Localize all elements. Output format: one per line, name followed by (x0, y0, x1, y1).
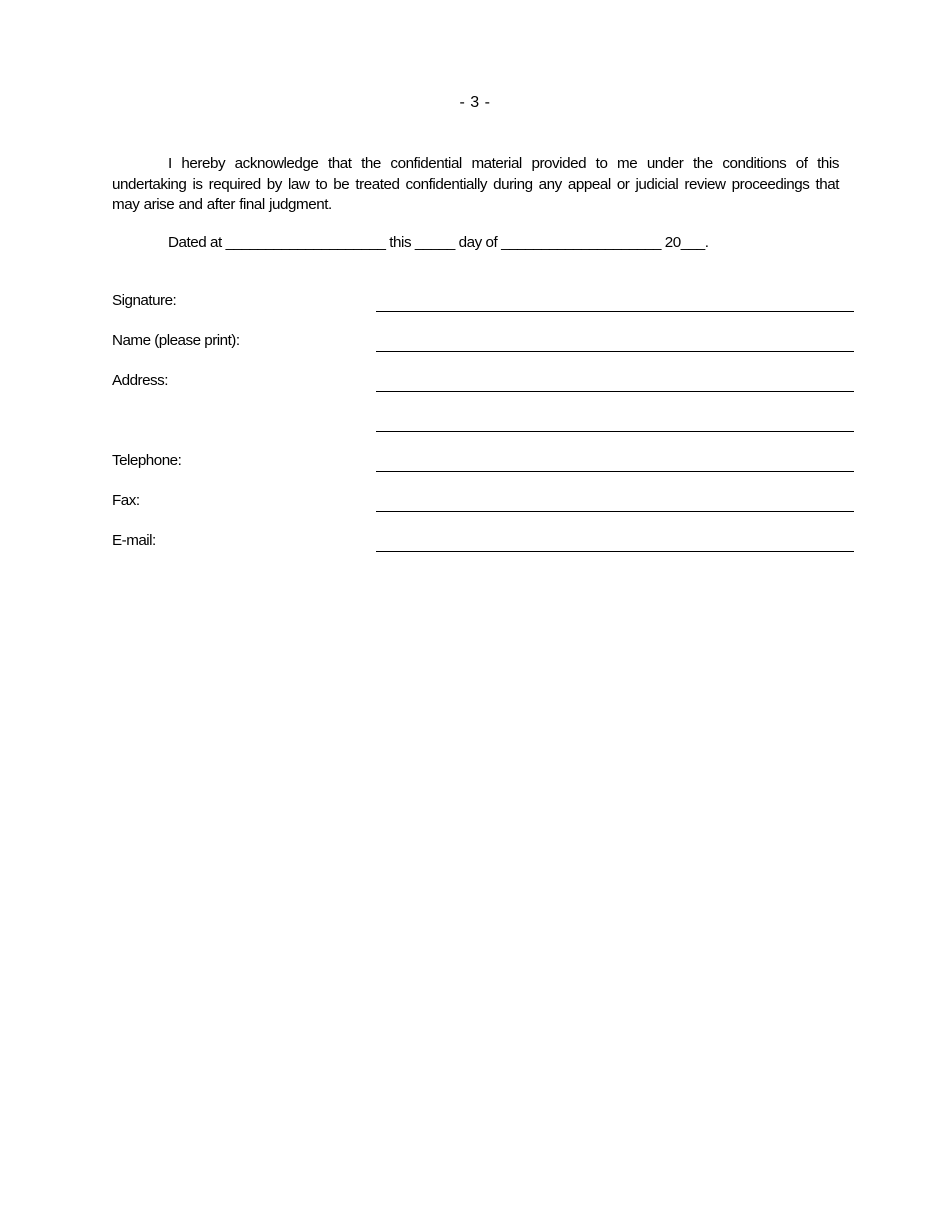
fax-field[interactable] (376, 511, 854, 512)
address-field-line-1[interactable] (376, 391, 854, 392)
fax-row (112, 492, 854, 516)
address-row (112, 372, 854, 396)
dated-line: Dated at ____________________ this _____ day of ____________________ 20___. (168, 234, 709, 251)
page-number: - 3 - (459, 94, 491, 111)
telephone-label: Telephone: (112, 452, 182, 469)
address-continuation-row (112, 412, 854, 436)
address-field-line-2[interactable] (376, 431, 854, 432)
signature-row (112, 292, 854, 316)
email-label: E-mail: (112, 532, 156, 549)
email-row (112, 532, 854, 556)
signature-field[interactable] (376, 311, 854, 312)
telephone-field[interactable] (376, 471, 854, 472)
name-field[interactable] (376, 351, 854, 352)
address-label: Address: (112, 372, 168, 389)
signature-label: Signature: (112, 292, 177, 309)
name-label: Name (please print): (112, 332, 240, 349)
telephone-row (112, 452, 854, 476)
name-row (112, 332, 854, 356)
acknowledgement-paragraph: I hereby acknowledge that the confidential material provided to me under the conditions of this undertaking is required by law to be treated confidentially during any appeal or judicial review proceedings that may arise and after final judgment. (112, 155, 839, 213)
email-field[interactable] (376, 551, 854, 552)
fax-label: Fax: (112, 492, 140, 509)
